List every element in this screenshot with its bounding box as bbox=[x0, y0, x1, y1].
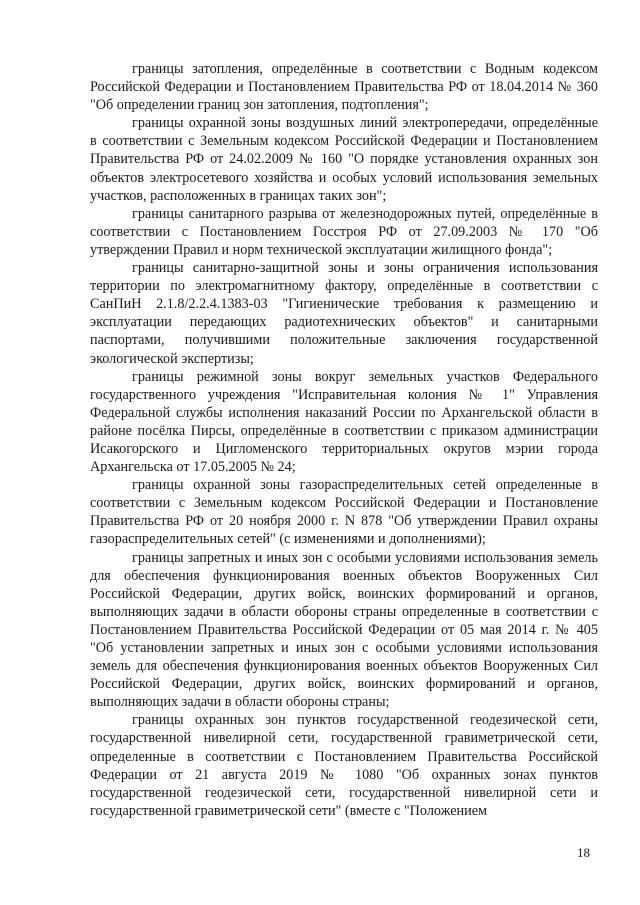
paragraph-military-restricted-zones: границы запретных и иных зон с особыми условиями использования земель для обеспечения функционирования военных объектов Вооруженных Сил Российской Федерации, других войск, воинских формирований и органов, выполняющих задачи в области обороны страны определенные в соответствии с Постановлением Правительства Российской Федерации от 05 мая 2014 г. № 405 "Об установлении запретных и иных зон с особыми условиями использования земель для обеспечения функционирования военных объектов Вооруженных Сил Российской Федерации, других войск, воинских формирований и органов, выполняющих задачи в области обороны страны; bbox=[90, 549, 598, 711]
paragraph-sanitary-protection-zone: границы санитарно-защитной зоны и зоны ограничения использования территории по электромагнитному фактору, определённые в соответствии с СанПиН 2.1.8/2.2.4.1383-03 "Гигиенические требования к размещению и эксплуатации передающих радиотехнических объектов" и санитарными паспортами, получившими положительные заключения государственной экологической экспертизы; bbox=[90, 260, 598, 367]
paragraph-gas-network-protection-zone: границы охранной зоны газораспределительных сетей определенные в соответствии с Земельным кодексом Российской Федерации и Постановление Правительства РФ от 20 ноября 2000 г. N 878 "Об утверждении Правил охраны газораспределительных сетей" (с изменениями и дополнениями); bbox=[90, 477, 598, 548]
paragraph-geodetic-network-protection-zones: границы охранных зон пунктов государственной геодезической сети, государственной нивелирной сети, государственной гравиметрической сети, определенные в соответствии с Постановлением Правительства Российской Федерации от 21 августа 2019 № 1080 "Об охранных зонах пунктов государственной геодезической сети, государственной нивелирной сети и государственной гравиметрической сети" (вместе с "Положением bbox=[90, 712, 598, 819]
paragraph-regime-zone: границы режимной зоны вокруг земельных участков Федерального государственного учреждения "Исправительная колония № 1" Управления Федеральной службы исполнения наказаний России по Архангельской области в районе посёлка Пирсы, определённые в соответствии с приказом администрации Исакогорского и Цигломенского территориальных округов мэрии города Архангельска от 17.05.2005 № 24; bbox=[90, 368, 598, 476]
document-body bbox=[90, 60, 598, 820]
page-number: 18 bbox=[577, 845, 590, 860]
paragraph-railway-sanitary-gap: границы санитарного разрыва от железнодорожных путей, определённые в соответствии с Постановлением Госстроя РФ от 27.09.2003 № 170 "Об утверждении Правил и норм технической эксплуатации жилищного фонда"; bbox=[90, 205, 598, 258]
paragraph-flood-zone-boundaries: границы затопления, определённые в соответствии с Водным кодексом Российской Федерации и Постановлением Правительства РФ от 18.04.2014 № 360 "Об определении границ зон затопления, подтопления"; bbox=[90, 61, 598, 114]
paragraph-power-line-protection-zone: границы охранной зоны воздушных линий электропередачи, определённые в соответствии с Земельным кодексом Российской Федерации и Постановлением Правительства РФ от 24.02.2009 № 160 "О порядке установления охранных зон объектов электросетевого хозяйства и особых условий использования земельных участков, расположенных в границах таких зон"; bbox=[90, 115, 598, 204]
